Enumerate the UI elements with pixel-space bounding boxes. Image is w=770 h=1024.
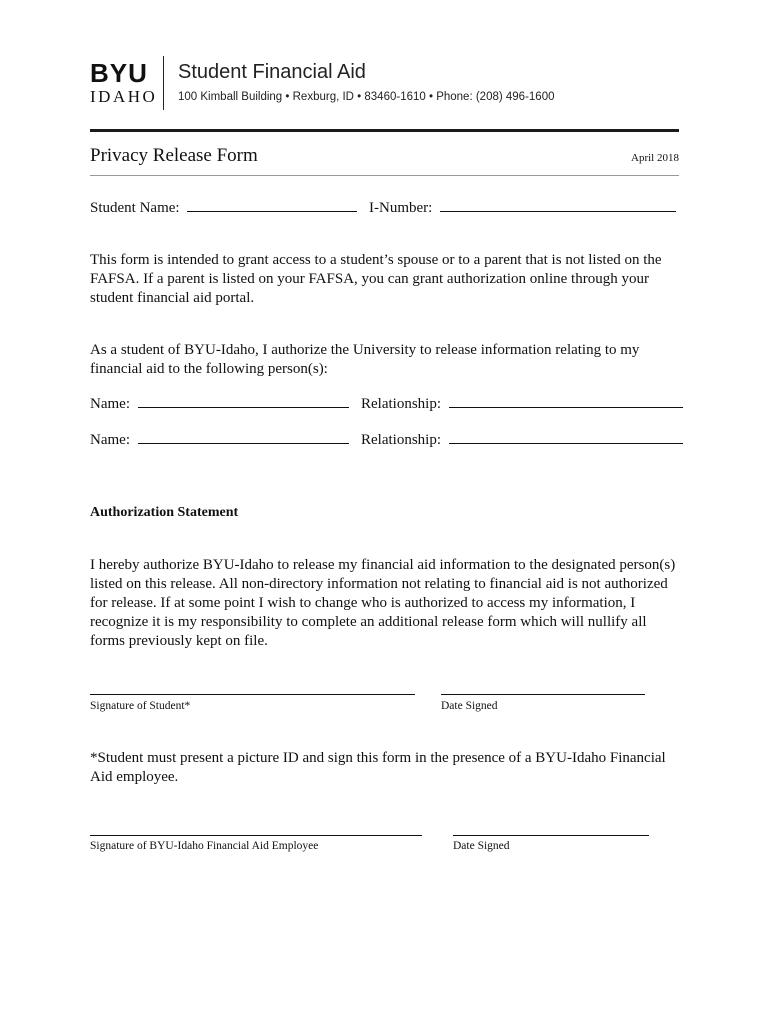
department-address: 100 Kimball Building • Rexburg, ID • 83460-1610 • Phone: (208) 496-1600: [178, 91, 555, 103]
header-rule: [90, 129, 679, 132]
inumber-label: I-Number:: [369, 200, 433, 216]
person-2-relationship-row: [361, 431, 683, 450]
person-2-name-label: Name:: [90, 432, 130, 448]
person-1-relationship-row: [361, 395, 683, 414]
person-1-relationship-field[interactable]: [449, 395, 683, 408]
logo-idaho: IDAHO: [90, 87, 158, 106]
person-2-name-field[interactable]: [138, 431, 349, 444]
inumber-row: [369, 199, 676, 218]
person-1-name-field[interactable]: [138, 395, 349, 408]
student-date-line[interactable]: [441, 694, 645, 695]
student-name-row: [90, 199, 357, 218]
person-2-name-row: [90, 431, 349, 450]
person-1-name-row: [90, 395, 349, 414]
person-2-relationship-field[interactable]: [449, 431, 683, 444]
title-rule: [90, 175, 679, 176]
student-date-caption: Date Signed: [441, 700, 498, 712]
authorize-paragraph: As a student of BYU-Idaho, I authorize the University to release information relating to my financial aid to the following person(s):: [90, 342, 640, 377]
employee-signature-caption: Signature of BYU-Idaho Financial Aid Employee: [90, 840, 319, 852]
employee-date-caption: Date Signed: [453, 840, 510, 852]
student-name-label: Student Name:: [90, 200, 180, 216]
logo-divider: [163, 56, 164, 110]
student-signature-line[interactable]: [90, 694, 415, 695]
inumber-field[interactable]: [440, 199, 676, 212]
footnote: *Student must present a picture ID and sign this form in the presence of a BYU-Idaho Financial Aid employee.: [90, 750, 666, 785]
intro-paragraph: This form is intended to grant access to a student’s spouse or to a parent that is not listed on the FAFSA. If a parent is listed on your FAFSA, you can grant authorization online through your student financial aid portal.: [90, 252, 662, 306]
person-1-relationship-label: Relationship:: [361, 396, 441, 412]
form-date: April 2018: [631, 152, 679, 164]
person-1-name-label: Name:: [90, 396, 130, 412]
student-name-field[interactable]: [187, 199, 357, 212]
page-title: Privacy Release Form: [90, 145, 258, 166]
logo-byu: BYU: [90, 58, 148, 88]
employee-date-line[interactable]: [453, 835, 649, 836]
student-signature-caption: Signature of Student*: [90, 700, 191, 712]
authorization-paragraph: I hereby authorize BYU-Idaho to release my financial aid information to the designated person(s) listed on this release. All non-directory information not relating to financial aid is not authorized for release. If at some point I wish to change who is authorized to access my information, I recognize it is my responsibility to complete an additional release form which will nullify all forms previously kept on file.: [90, 557, 676, 649]
person-2-relationship-label: Relationship:: [361, 432, 441, 448]
employee-signature-line[interactable]: [90, 835, 422, 836]
department-name: Student Financial Aid: [178, 61, 366, 83]
authorization-heading: Authorization Statement: [90, 505, 239, 520]
